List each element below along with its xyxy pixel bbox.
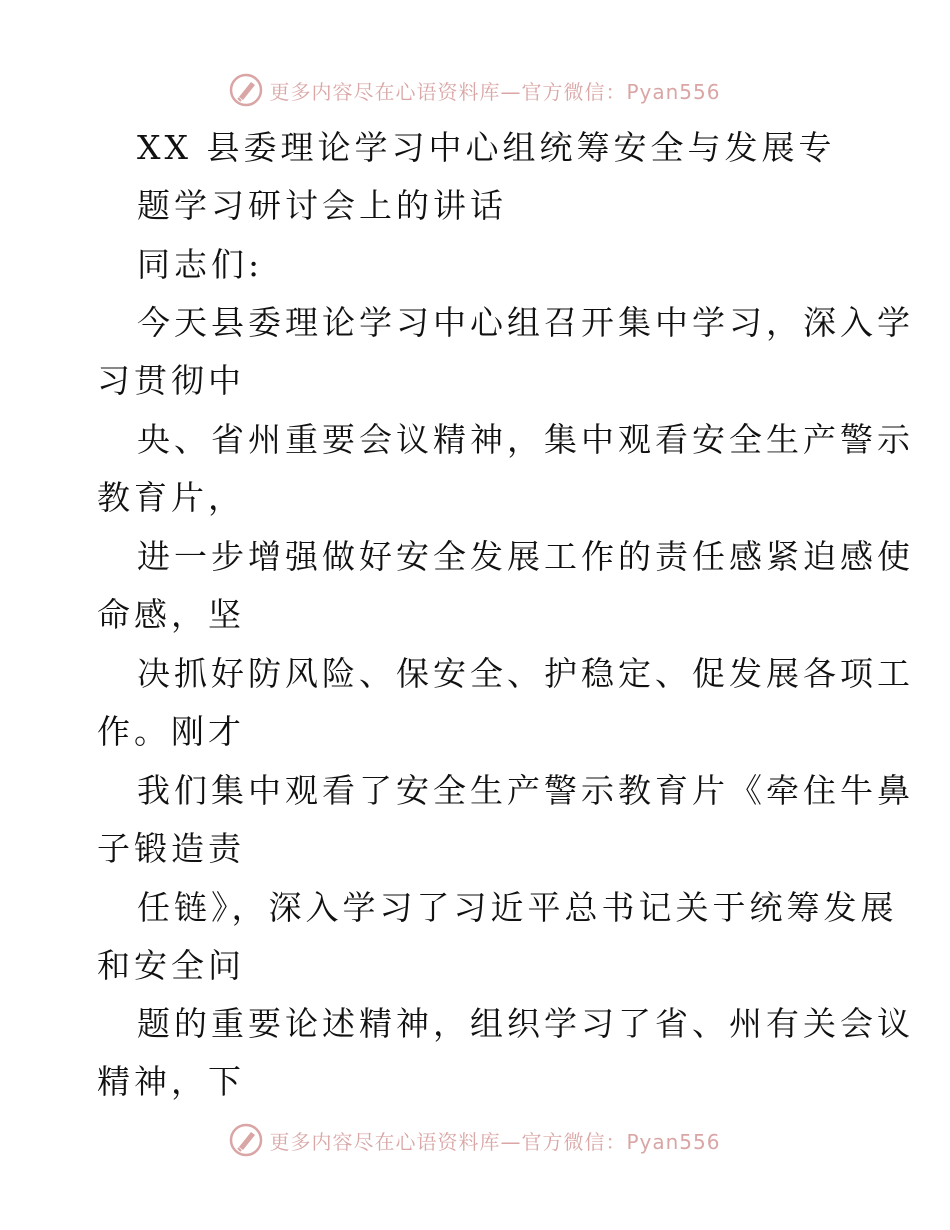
paragraph-line: 决抓好防风险、保安全、护稳定、促发展各项工 xyxy=(137,654,914,693)
paragraph-line: 今天县委理论学习中心组召开集中学习，深入学 xyxy=(137,303,914,342)
paragraph-line: 进一步增强做好安全发展工作的责任感紧迫感使 xyxy=(137,537,914,576)
watermark-text: 更多内容尽在心语资料库—官方微信：Pyan556 xyxy=(269,79,721,104)
watermark-text: 更多内容尽在心语资料库—官方微信：Pyan556 xyxy=(269,1129,721,1154)
paragraph-line: 命感，坚 xyxy=(97,595,245,634)
paragraph-line: 央、省州重要会议精神，集中观看安全生产警示 xyxy=(137,420,914,459)
paragraph-line: 习贯彻中 xyxy=(97,361,245,400)
paragraph-line: 我们集中观看了安全生产警示教育片《牵住牛鼻 xyxy=(137,771,914,810)
paragraph-line: 和安全问 xyxy=(97,946,245,985)
paragraph-line: 作。刚才 xyxy=(97,712,245,751)
pen-logo-icon xyxy=(229,1123,263,1157)
paragraph-line: 精神，下 xyxy=(97,1062,245,1101)
paragraph-line: 题的重要论述精神，组织学习了省、州有关会议 xyxy=(137,1004,914,1043)
paragraph-line: 子锻造责 xyxy=(97,829,245,868)
watermark-header xyxy=(0,70,950,110)
salutation: 同志们: xyxy=(137,245,264,284)
pen-logo-icon xyxy=(229,73,263,107)
paragraph-line: 任链》，深入学习了习近平总书记关于统筹发展 xyxy=(137,888,898,927)
document-title-line-1: XX 县委理论学习中心组统筹安全与发展专 xyxy=(137,128,836,167)
watermark-footer xyxy=(0,1120,950,1160)
paragraph-line: 教育片， xyxy=(97,478,245,517)
document-title-line-2: 题学习研讨会上的讲话 xyxy=(137,186,507,225)
